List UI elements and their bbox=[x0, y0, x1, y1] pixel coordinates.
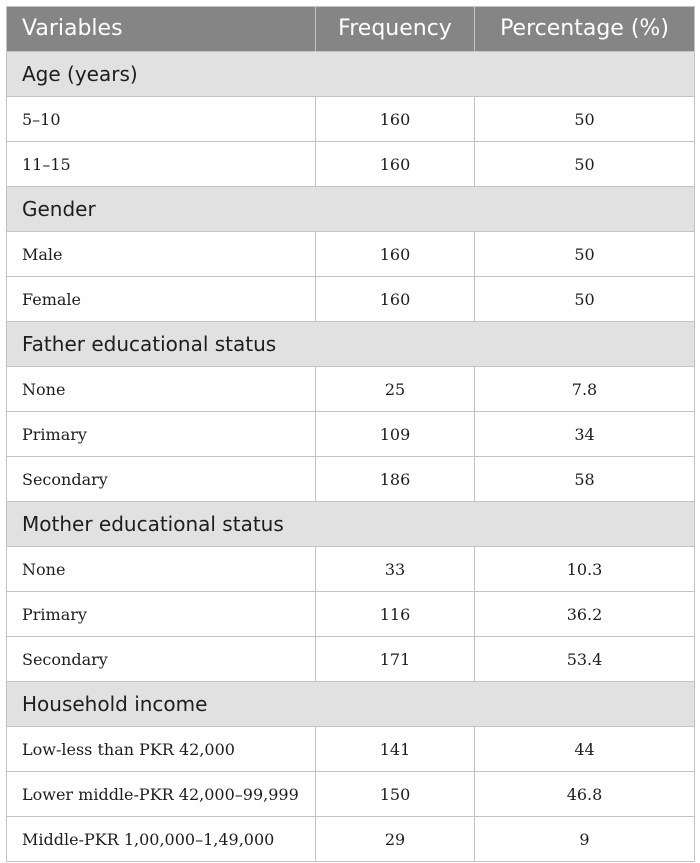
section-header-row bbox=[7, 187, 695, 232]
frequency-cell: 150 bbox=[316, 772, 475, 817]
table-row bbox=[7, 547, 695, 592]
row-label: None bbox=[7, 367, 316, 412]
table-row bbox=[7, 637, 695, 682]
percentage-cell: 44 bbox=[475, 727, 695, 772]
frequency-cell: 160 bbox=[316, 97, 475, 142]
table-row bbox=[7, 97, 695, 142]
table-row bbox=[7, 592, 695, 637]
table-row bbox=[7, 142, 695, 187]
percentage-cell: 36.2 bbox=[475, 592, 695, 637]
table-body bbox=[7, 52, 695, 862]
section-header-row bbox=[7, 682, 695, 727]
row-label: Lower middle-PKR 42,000–99,999 bbox=[7, 772, 316, 817]
percentage-cell: 58 bbox=[475, 457, 695, 502]
frequency-cell: 186 bbox=[316, 457, 475, 502]
section-title: Mother educational status bbox=[7, 502, 695, 547]
row-label: None bbox=[7, 547, 316, 592]
row-label: Male bbox=[7, 232, 316, 277]
percentage-cell: 50 bbox=[475, 97, 695, 142]
table-row bbox=[7, 277, 695, 322]
percentage-cell: 7.8 bbox=[475, 367, 695, 412]
section-title: Age (years) bbox=[7, 52, 695, 97]
table-row bbox=[7, 772, 695, 817]
table-row bbox=[7, 457, 695, 502]
percentage-cell: 10.3 bbox=[475, 547, 695, 592]
row-label: Low-less than PKR 42,000 bbox=[7, 727, 316, 772]
demographics-table bbox=[6, 6, 695, 862]
percentage-cell: 53.4 bbox=[475, 637, 695, 682]
percentage-cell: 50 bbox=[475, 142, 695, 187]
row-label: Primary bbox=[7, 592, 316, 637]
row-label: 11–15 bbox=[7, 142, 316, 187]
section-title: Father educational status bbox=[7, 322, 695, 367]
row-label: Middle-PKR 1,00,000–1,49,000 bbox=[7, 817, 316, 862]
frequency-cell: 25 bbox=[316, 367, 475, 412]
header-row bbox=[7, 7, 695, 52]
frequency-cell: 141 bbox=[316, 727, 475, 772]
section-header-row bbox=[7, 52, 695, 97]
percentage-cell: 46.8 bbox=[475, 772, 695, 817]
row-label: Secondary bbox=[7, 637, 316, 682]
frequency-cell: 160 bbox=[316, 142, 475, 187]
table-row bbox=[7, 367, 695, 412]
row-label: Primary bbox=[7, 412, 316, 457]
section-header-row bbox=[7, 502, 695, 547]
header-percentage: Percentage (%) bbox=[475, 7, 695, 52]
frequency-cell: 29 bbox=[316, 817, 475, 862]
table-header bbox=[7, 7, 695, 52]
table-row bbox=[7, 412, 695, 457]
percentage-cell: 34 bbox=[475, 412, 695, 457]
row-label: Female bbox=[7, 277, 316, 322]
frequency-cell: 171 bbox=[316, 637, 475, 682]
row-label: 5–10 bbox=[7, 97, 316, 142]
section-title: Household income bbox=[7, 682, 695, 727]
frequency-cell: 160 bbox=[316, 232, 475, 277]
percentage-cell: 9 bbox=[475, 817, 695, 862]
percentage-cell: 50 bbox=[475, 232, 695, 277]
table-row bbox=[7, 232, 695, 277]
header-frequency: Frequency bbox=[316, 7, 475, 52]
percentage-cell: 50 bbox=[475, 277, 695, 322]
section-title: Gender bbox=[7, 187, 695, 232]
row-label: Secondary bbox=[7, 457, 316, 502]
frequency-cell: 109 bbox=[316, 412, 475, 457]
frequency-cell: 160 bbox=[316, 277, 475, 322]
section-header-row bbox=[7, 322, 695, 367]
frequency-cell: 33 bbox=[316, 547, 475, 592]
table-row bbox=[7, 817, 695, 862]
frequency-cell: 116 bbox=[316, 592, 475, 637]
table-row bbox=[7, 727, 695, 772]
header-variables: Variables bbox=[7, 7, 316, 52]
